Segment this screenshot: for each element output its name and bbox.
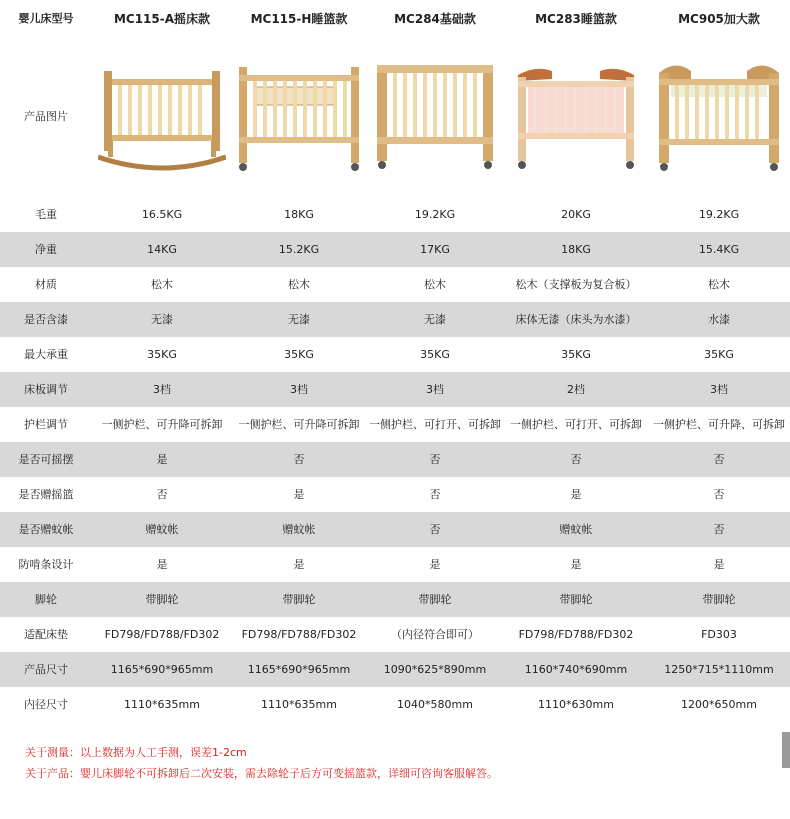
spec-label: 毛重: [35, 207, 57, 221]
spec-value: 是: [570, 487, 582, 501]
spec-value: 带脚轮: [418, 592, 452, 606]
spec-label: 是否赠摇篮: [18, 487, 74, 501]
spec-value: 一侧护栏、可升降可拆卸: [101, 417, 223, 431]
spec-row: [0, 407, 790, 442]
spec-value: 赠蚊帐: [282, 522, 316, 536]
spec-label: 脚轮: [35, 592, 57, 606]
spec-value: 一侧护栏、可打开、可拆卸: [369, 417, 501, 431]
spec-value: 2档: [567, 382, 585, 396]
spec-value: 否: [293, 452, 305, 466]
spec-value: 一侧护栏、可升降可拆卸: [238, 417, 360, 431]
header-label: 婴儿床型号: [18, 11, 74, 25]
spec-value: 否: [429, 452, 441, 466]
spec-label: 是否含漆: [24, 312, 68, 326]
spec-value: 1110*635mm: [124, 697, 200, 711]
spec-value: 是: [293, 557, 305, 571]
spec-value: 无漆: [288, 312, 310, 326]
model-name: MC284基础款: [394, 11, 476, 26]
spec-value: 1110*635mm: [261, 697, 337, 711]
spec-value: 3档: [710, 382, 728, 396]
spec-value: 1250*715*1110mm: [664, 662, 774, 676]
spec-value: 19.2KG: [414, 207, 456, 221]
spec-value: 无漆: [424, 312, 446, 326]
spec-label: 产品尺寸: [24, 662, 68, 676]
spec-value: 是: [429, 557, 441, 571]
spec-value: 15.2KG: [278, 242, 320, 256]
spec-value: 1160*740*690mm: [524, 662, 628, 676]
spec-row: [0, 687, 790, 722]
product-image: [366, 37, 504, 197]
image-row-label: 产品图片: [24, 110, 68, 123]
spec-value: 19.2KG: [698, 207, 740, 221]
spec-row: [0, 477, 790, 512]
spec-value: （内径符合即可）: [391, 627, 479, 641]
spec-value: 是: [570, 557, 582, 571]
spec-value: 15.4KG: [698, 242, 740, 256]
spec-row: [0, 652, 790, 687]
rocking-crib-icon: [98, 57, 226, 177]
pink-crib-with-basket-icon: [512, 57, 640, 177]
spec-value: 带脚轮: [559, 592, 593, 606]
spec-value: 1040*580mm: [397, 697, 473, 711]
spec-value: 松木: [151, 277, 173, 291]
spec-label: 适配床垫: [24, 627, 68, 641]
spec-value: 35KG: [420, 347, 450, 361]
spec-value: FD798/FD788/FD302: [104, 627, 220, 641]
spec-row: [0, 372, 790, 407]
spec-value: 18KG: [284, 207, 314, 221]
spec-label: 是否可摇摆: [18, 452, 74, 466]
large-crib-icon: [655, 57, 783, 177]
spec-label: 防啃条设计: [18, 557, 74, 571]
spec-row: [0, 197, 790, 232]
spec-value: 否: [570, 452, 582, 466]
scrollbar-thumb[interactable]: [782, 732, 790, 768]
spec-value: 17KG: [420, 242, 450, 256]
spec-row: [0, 232, 790, 267]
model-name: MC905加大款: [678, 11, 760, 26]
spec-row: [0, 617, 790, 652]
spec-value: 带脚轮: [282, 592, 316, 606]
spec-label: 内径尺寸: [24, 697, 68, 711]
spec-value: 3档: [153, 382, 171, 396]
spec-value: 否: [156, 487, 168, 501]
spec-label: 是否赠蚊帐: [18, 522, 74, 536]
spec-value: 14KG: [147, 242, 177, 256]
spec-value: 35KG: [561, 347, 591, 361]
spec-label: 净重: [35, 242, 57, 256]
spec-value: 是: [293, 487, 305, 501]
spec-row: [0, 442, 790, 477]
spec-value: FD303: [701, 627, 737, 641]
spec-value: 否: [713, 522, 725, 536]
spec-value: 是: [156, 557, 168, 571]
note-measurement: 关于测量：以上数据为人工手测，误差1-2cm: [25, 746, 247, 759]
spec-value: 是: [713, 557, 725, 571]
model-name: MC115-H睡篮款: [250, 11, 348, 26]
spec-value: 无漆: [151, 312, 173, 326]
spec-value: 16.5KG: [141, 207, 183, 221]
spec-row: [0, 582, 790, 617]
image-row: [0, 37, 790, 197]
spec-value: 1165*690*965mm: [110, 662, 214, 676]
spec-value: 带脚轮: [145, 592, 179, 606]
spec-value: 否: [429, 487, 441, 501]
spec-label: 床板调节: [24, 382, 68, 396]
model-name: MC283睡篮款: [535, 11, 617, 26]
spec-label: 最大承重: [24, 347, 68, 361]
spec-value: 3档: [426, 382, 444, 396]
spec-value: 否: [429, 522, 441, 536]
spec-value: 1090*625*890mm: [383, 662, 487, 676]
spec-value: 1165*690*965mm: [247, 662, 351, 676]
spec-value: 35KG: [284, 347, 314, 361]
spec-value: 3档: [290, 382, 308, 396]
spec-row: [0, 512, 790, 547]
spec-value: 35KG: [147, 347, 177, 361]
spec-value: 水漆: [708, 312, 730, 326]
product-image: [648, 37, 790, 197]
spec-value: 35KG: [704, 347, 734, 361]
spec-label: 护栏调节: [24, 417, 68, 431]
spec-value: 一侧护栏、可升降、可拆卸: [653, 417, 785, 431]
model-name: MC115-A摇床款: [113, 11, 211, 26]
crib-with-basket-icon: [235, 57, 363, 177]
spec-value: 松木: [288, 277, 310, 291]
spec-value: 否: [713, 452, 725, 466]
spec-value: 松木: [708, 277, 730, 291]
spec-value: FD798/FD788/FD302: [241, 627, 357, 641]
product-image: [92, 37, 232, 197]
spec-value: 1110*630mm: [538, 697, 614, 711]
spec-value: 赠蚊帐: [559, 522, 593, 536]
spec-value: 赠蚊帐: [145, 522, 179, 536]
spec-value: 20KG: [561, 207, 591, 221]
spec-row: [0, 547, 790, 582]
spec-value: 一侧护栏、可打开、可拆卸: [510, 417, 642, 431]
spec-value: 带脚轮: [702, 592, 736, 606]
spec-row: [0, 337, 790, 372]
spec-value: 否: [713, 487, 725, 501]
spec-row: [0, 267, 790, 302]
spec-value: 松木（支撑板为复合板）: [515, 277, 637, 291]
notes: [25, 742, 498, 784]
spec-row: [0, 302, 790, 337]
spec-value: 松木: [424, 277, 446, 291]
spec-label: 材质: [35, 277, 57, 291]
spec-value: 床体无漆（床头为水漆）: [515, 312, 637, 326]
spec-value: 18KG: [561, 242, 591, 256]
product-image: [232, 37, 366, 197]
product-image: [504, 37, 648, 197]
spec-value: FD798/FD788/FD302: [518, 627, 634, 641]
note-product: 关于产品：婴儿床脚轮不可拆卸后二次安装，需去除轮子后方可变摇篮款，详细可咨询客服解答。: [25, 767, 498, 780]
header-row: [0, 0, 790, 37]
spec-value: 是: [156, 452, 168, 466]
basic-crib-icon: [371, 57, 499, 177]
spec-value: 1200*650mm: [681, 697, 757, 711]
